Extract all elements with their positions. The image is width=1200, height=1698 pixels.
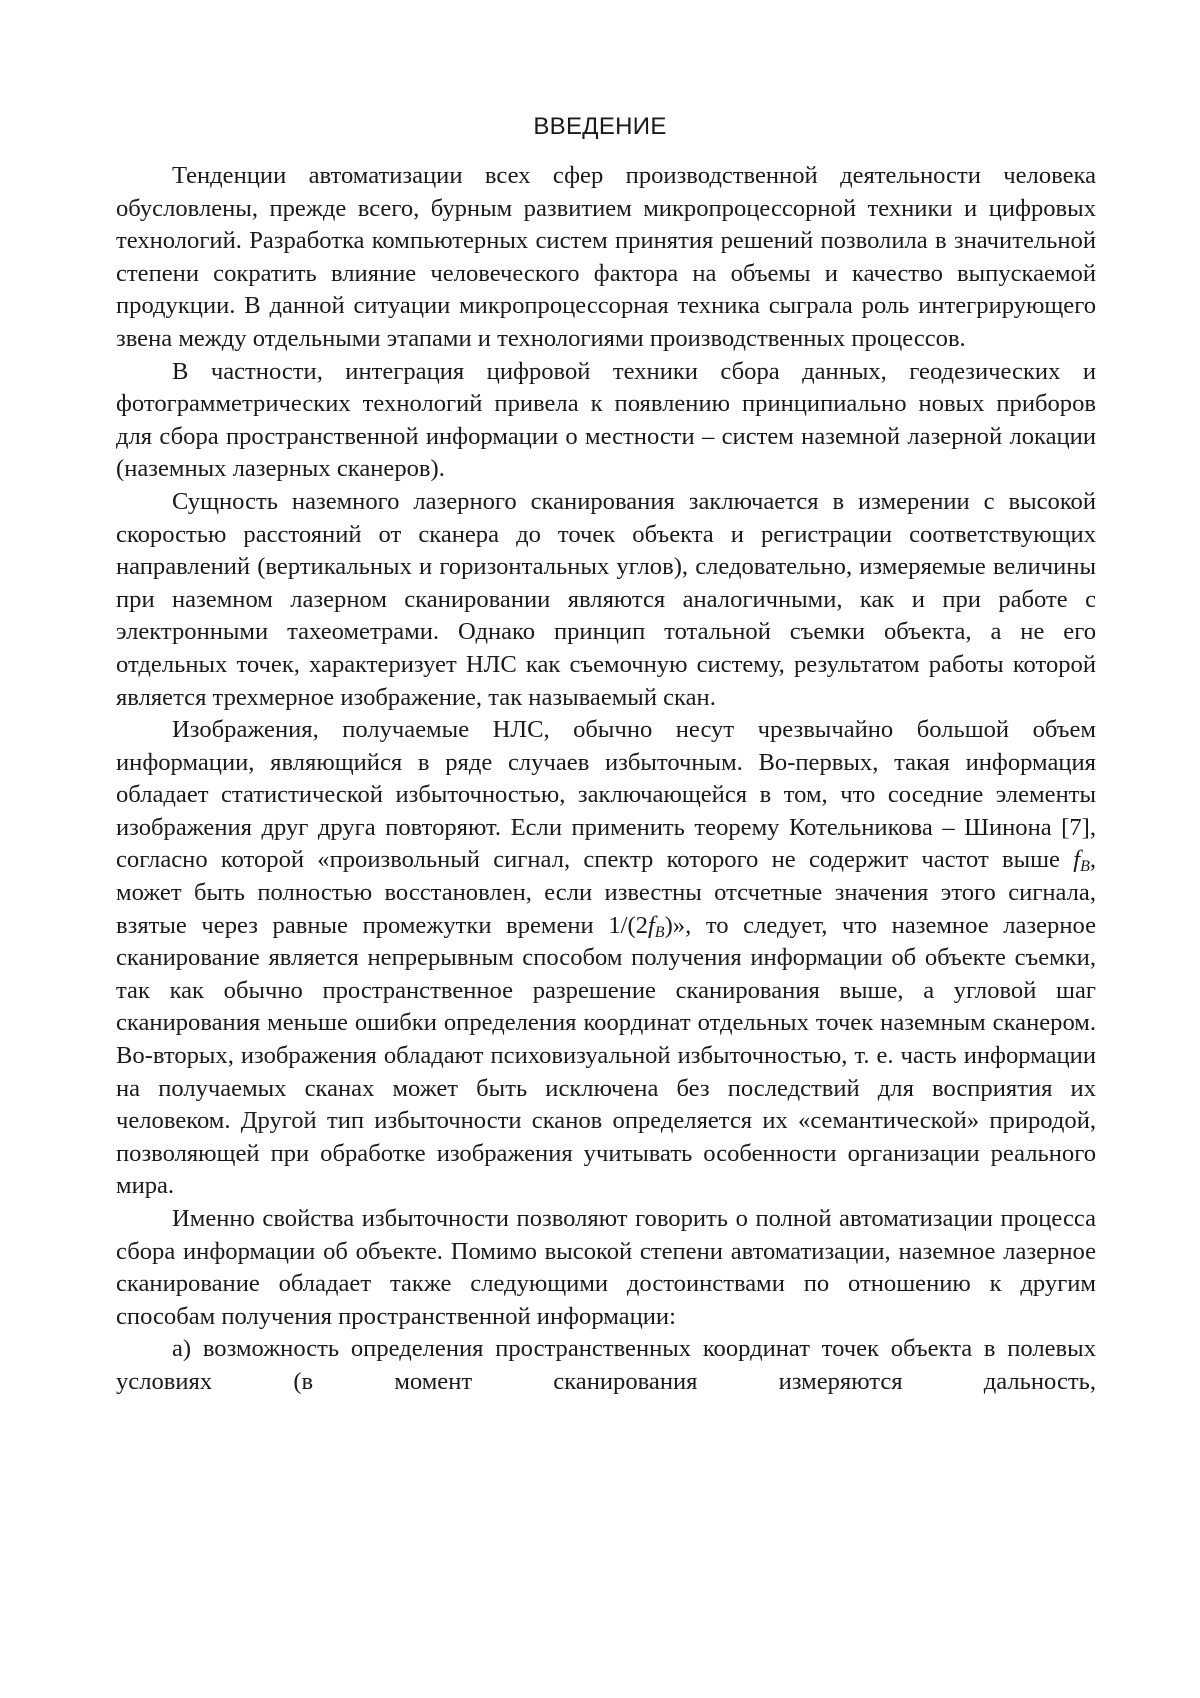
paragraph-2: В частности, интеграция цифровой техники сбора данных, геодезических и фотограмметрических технологий привела к появлению принципиально новых приборов для сбора пространственной информации о местности – систем наземной лазерной локации (наземных лазерных сканеров). — [116, 356, 1096, 486]
formula-f-b: fB — [1073, 846, 1090, 873]
formula-f-b-2: fB — [648, 912, 665, 939]
paragraph-3: Сущность наземного лазерного сканирования заключается в измерении с высокой скоростью расстояний от сканера до точек объекта и регистрации соответствующих направлений (вертикальных и горизонтальных углов), следовательно, измеряемые величины при наземном лазерном сканировании являются аналогичными, как и при работе с электронными тахеометрами. Однако принцип тотальной съемки объекта, а не его отдельных точек, характеризует НЛС как съемочную систему, результатом работы которой является трехмерное изображение, так называемый скан. — [116, 486, 1096, 714]
paragraph-4-part-2: , может быть полностью восстановлен, если известны отсчетные значения этого сигнала, взятые через равные промежутки времени 1/(2 — [116, 846, 1096, 938]
paragraph-1: Тенденции автоматизации всех сфер производственной деятельности человека обусловлены, прежде всего, бурным развитием микропроцессорной техники и цифровых технологий. Разработка компьютерных систем принятия решений позволила в значительной степени сократить влияние человеческого фактора на объемы и качество выпускаемой продукции. В данной ситуации микропроцессорная техника сыграла роль интегрирующего звена между отдельными этапами и технологиями производственных процессов. — [116, 160, 1096, 356]
paragraph-5: Именно свойства избыточности позволяют говорить о полной автоматизации процесса сбора информации об объекте. Помимо высокой степени автоматизации, наземное лазерное сканирование обладает также следующими достоинствами по отношению к другим способам получения пространственной информации: — [116, 1203, 1096, 1333]
page-title: ВВЕДЕНИЕ — [0, 112, 1200, 142]
body-text — [116, 160, 1096, 1399]
paragraph-4 — [116, 714, 1096, 1203]
document-page — [0, 0, 1200, 1698]
paragraph-4-part-1: Изображения, получаемые НЛС, обычно несут чрезвычайно большой объем информации, являющийся в ряде случаев избыточным. Во-первых, такая информация обладает статистической избыточностью, заключающейся в том, что соседние элементы изображения друг друга повторяют. Если применить теорему Котельникова – Шинона [7], согласно которой «произвольный сигнал, спектр которого не содержит частот выше — [116, 716, 1096, 873]
list-item-a: а) возможность определения пространственных координат точек объекта в полевых условиях (в момент сканирования измеряются дальность, — [116, 1333, 1096, 1398]
paragraph-4-part-3: )», то следует, что наземное лазерное сканирование является непрерывным способом получения информации об объекте съемки, так как обычно пространственное разрешение сканирования выше, а угловой шаг сканирования меньше ошибки определения координат отдельных точек наземным сканером. Во-вторых, изображения обладают психовизуальной избыточностью, т. е. часть информации на получаемых сканах может быть исключена без последствий для восприятия их человеком. Другой тип избыточности сканов определяется их «семантической» природой, позволяющей при обработке изображения учитывать особенности организации реального мира. — [116, 912, 1096, 1200]
